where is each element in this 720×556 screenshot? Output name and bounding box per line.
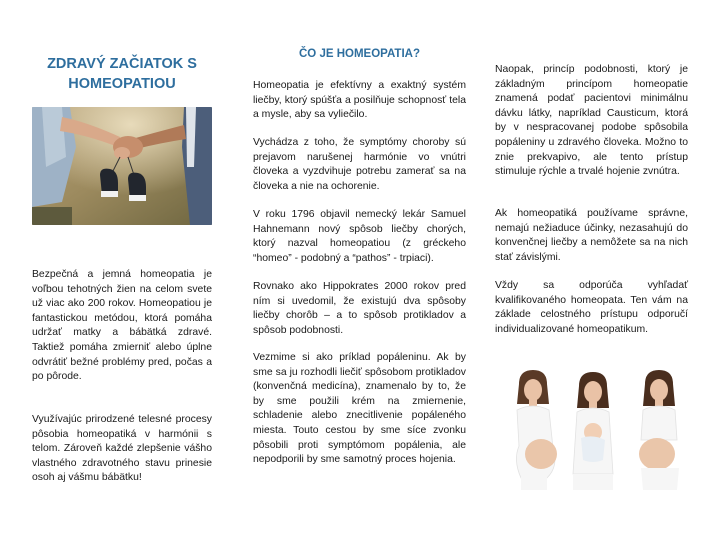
intro-paragraph-2: Využívajúc prirodzené telesné procesy pôsobia homeopatiká v harmónii s telom. Zároveň každé zlepšenie vášho vlastného zdravotného stavu prinesie osoh aj vášmu bábätku! <box>32 414 212 484</box>
body-paragraph-1: Homeopatia je efektívny a exaktný systém liečby, ktorý spúšťa a posilňuje schopnosť tela a mysle, aby sa vyliečilo. <box>253 80 466 121</box>
body-paragraph-7: Ak homeopatiká používame správne, nemajú nežiaduce účinky, nezasahujú do konvenčnej liečby a nemôžete sa na nich stať závislými. <box>495 208 688 263</box>
parents-holding-baby-shoes-photo <box>32 107 212 225</box>
body-paragraph-5: Vezmime si ako príklad popáleninu. Ak by sme sa ju rozhodli liečiť spôsobom protikladov (konvenčná medicína), znamenalo by to, že by sme použili krém na zmiernenie, schladenie alebo znecitlivenie popáleného miesta. Touto cestou by sme síce zvonku pôsobili proti symptómom popálenia, ale nepodporili by sme samotný proces hojenia. <box>253 352 466 466</box>
body-paragraph-8: Vždy sa odporúča vyhľadať kvalifikovaného homeopata. Ten vám na základe celostného prístupu odporučí individualizované homeopatikum. <box>495 280 688 335</box>
brochure-title: ZDRAVÝ ZAČIATOK S HOMEOPATIOU <box>47 56 197 92</box>
body-paragraph-4: Rovnako ako Hippokrates 2000 rokov pred ním si uvedomil, že existujú dva spôsoby liečby chorôb – a to spôsob protikladov a spôsob podobnosti. <box>253 281 466 336</box>
mother-with-baby-figure <box>573 372 613 490</box>
pregnant-woman-figure <box>516 370 557 490</box>
body-paragraph-2: Vychádza z toho, že symptómy choroby sú prejavom narušenej harmónie vo vnútri človeka a vyzdvihuje potrebu zamerať sa na človeka a nie na ochorenie. <box>253 137 466 192</box>
pregnant-woman-figure <box>639 370 679 490</box>
intro-paragraph-1: Bezpečná a jemná homeopatia je voľbou tehotných žien na celom svete už viac ako 200 rokov. Homeopatiou je fantastickou metódou, ktorá pomáha udržať matky a bábätká zdravé. Taktiež pomáha zmierniť alebo úplne odvrátiť bežné problémy pred, počas a po pôrode. <box>32 269 212 383</box>
pregnant-women-photos <box>507 370 693 490</box>
body-paragraph-6: Naopak, princíp podobnosti, ktorý je základným princípom homeopatie znamená podať pacientovi minimálnu dávku látky, napríklad Causticum, ktorá by v nespracovanej podobe spôsobila popáleniny u zdravého človeka. Možno to znie prekvapivo, ale tento prístup stimuluje rýchle a trvalé hojenie zvnútra. <box>495 64 688 178</box>
section-heading: ČO JE HOMEOPATIA? <box>299 48 420 60</box>
body-paragraph-3: V roku 1796 objavil nemecký lekár Samuel Hahnemann nový spôsob liečby chorých, ktorý nazval homeopatiou (z gréckeho “homeo” - podobný a “pathos” - trpiaci). <box>253 209 466 264</box>
